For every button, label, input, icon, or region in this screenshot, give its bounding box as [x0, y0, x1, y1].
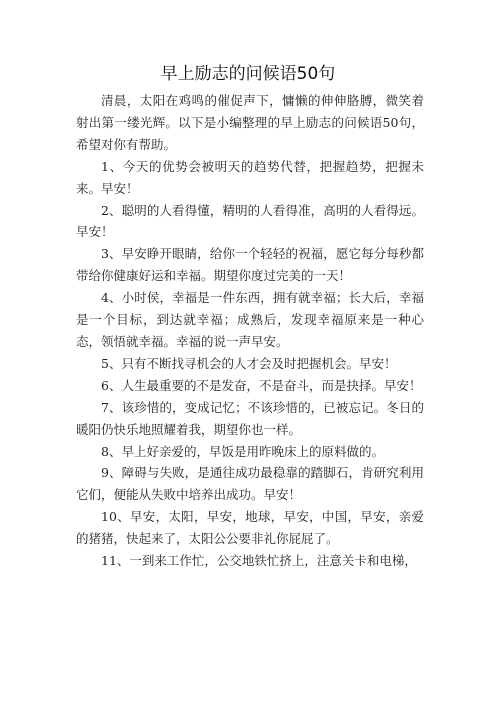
greeting-item: 10、早安，太阳，早安，地球，早安，中国，早安，亲爱的猪猪，快起来了，太阳公公要非礼你屁屁了。 — [76, 509, 424, 547]
greeting-item: 2、聪明的人看得懂，精明的人看得准，高明的人看得远。早安！ — [76, 202, 424, 240]
greeting-item: 4、小时侯，幸福是一件东西，拥有就幸福；长大后，幸福是一个目标，到达就幸福；成熟后，发现幸福原来是一种心态，领悟就幸福。幸福的说一声早安。 — [76, 290, 424, 349]
greeting-item: 1、今天的优势会被明天的趋势代替，把握趋势，把握未来。早安！ — [76, 158, 424, 196]
greeting-item: 7、该珍惜的，变成记忆；不该珍惜的，已被忘记。冬日的暖阳仍快乐地照耀着我，期望你也一样。 — [76, 399, 424, 437]
document-title: 早上励志的问候语50句 — [160, 64, 336, 84]
greeting-item: 5、只有不断找寻机会的人才会及时把握机会。早安！ — [101, 355, 397, 371]
intro-paragraph: 清晨，太阳在鸡鸣的催促声下，慵懒的伸伸胳膊，微笑着射出第一缕光辉。以下是小编整理的早上励志的问候语50句，希望对你有帮助。 — [76, 93, 424, 152]
greeting-item: 11、一到来工作忙，公交地铁忙挤上，注意关卡和电梯， — [101, 553, 417, 569]
document-body — [76, 90, 424, 572]
greeting-item: 3、早安睁开眼睛，给你一个轻轻的祝福，愿它每分每秒都带给你健康好运和幸福。期望你度过完美的一天！ — [76, 246, 424, 284]
greeting-item: 8、早上好亲爱的，早饭是用昨晚床上的原料做的。 — [101, 443, 384, 459]
greeting-item: 9、障碍与失败，是通往成功最稳靠的踏脚石，肯研究利用它们，便能从失败中培养出成功。早安！ — [76, 465, 424, 503]
greeting-item: 6、人生最重要的不是发奋，不是奋斗，而是抉择。早安！ — [101, 377, 422, 393]
